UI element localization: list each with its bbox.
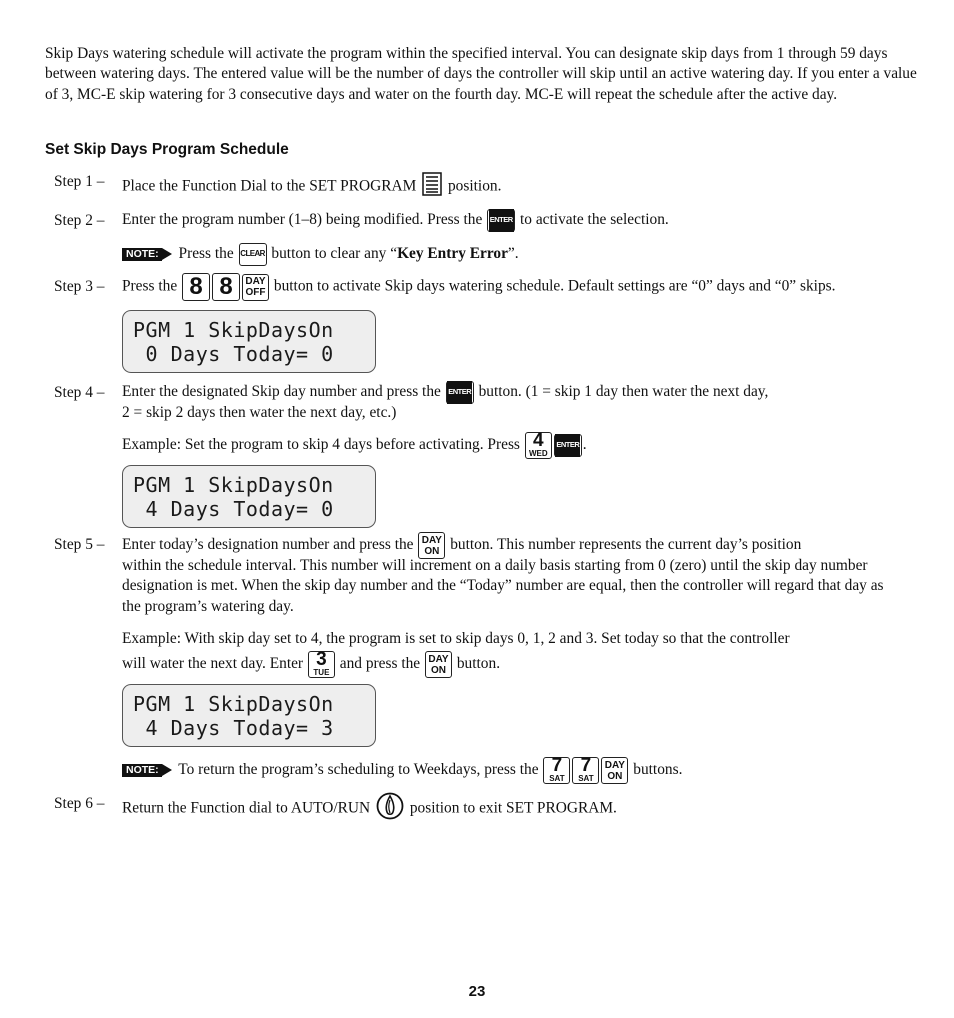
note-badge: NOTE: bbox=[122, 248, 162, 261]
step1-text-a: Place the Function Dial to the SET PROGRAM bbox=[122, 177, 417, 195]
three-tue-key-icon: 3 TUE bbox=[308, 651, 335, 678]
note1-strong: Key Entry Error bbox=[397, 245, 508, 263]
step6-label: Step 6 – bbox=[54, 795, 105, 812]
day-on-key-icon: DAY ON bbox=[425, 651, 452, 678]
lcd-line: PGM 1 SkipDaysOn bbox=[133, 473, 334, 497]
seven-sat-key-icon: 7 SAT bbox=[543, 757, 570, 784]
note1 bbox=[122, 243, 519, 266]
example2-text-b: will water the next day. Enter bbox=[122, 655, 304, 673]
step5-label: Step 5 – bbox=[54, 536, 105, 553]
lcd-display-3 bbox=[122, 684, 376, 747]
lcd-line: PGM 1 SkipDaysOn bbox=[133, 318, 334, 342]
step5-text-a: Enter today’s designation number and press the bbox=[122, 536, 414, 554]
step4-label: Step 4 – bbox=[54, 384, 105, 401]
example1-text-a: Example: Set the program to skip 4 days before activating. Press bbox=[122, 436, 520, 454]
step2-text-b: to activate the selection. bbox=[520, 211, 669, 229]
eight-key-icon: 8 bbox=[212, 273, 240, 301]
note1-text-a: Press the bbox=[178, 245, 234, 263]
day-on-key-icon: DAY ON bbox=[601, 757, 628, 784]
example2-text-d: button. bbox=[456, 655, 501, 673]
lcd-line: 4 Days Today= 3 bbox=[133, 716, 334, 740]
example2 bbox=[122, 651, 500, 678]
lcd-line: 0 Days Today= 0 bbox=[133, 342, 334, 366]
step3-label: Step 3 – bbox=[54, 278, 105, 295]
step5-text-b: button. This number represents the current day’s position bbox=[450, 536, 802, 554]
step5-text bbox=[122, 532, 801, 559]
auto-run-dial-icon bbox=[376, 792, 404, 826]
day-on-key-icon: DAY ON bbox=[418, 532, 445, 559]
note2-text-b: buttons. bbox=[633, 761, 683, 779]
four-wed-key-icon: 4 WED bbox=[525, 432, 552, 459]
note2 bbox=[122, 757, 682, 784]
step6-text bbox=[122, 792, 617, 826]
note-badge: NOTE: bbox=[122, 764, 162, 777]
example2-text-c: and press the bbox=[339, 655, 421, 673]
step4-text-c: 2 = skip 2 days then water the next day, etc.) bbox=[122, 404, 397, 421]
section-heading: Set Skip Days Program Schedule bbox=[45, 141, 289, 158]
eight-key-icon: 8 bbox=[182, 273, 210, 301]
lcd-display-1 bbox=[122, 310, 376, 373]
step2-text bbox=[122, 209, 669, 232]
enter-key-icon: ENTER bbox=[487, 209, 515, 232]
note1-text-c: ”. bbox=[507, 245, 519, 263]
lcd-display-2 bbox=[122, 465, 376, 528]
intro-paragraph: Skip Days watering schedule will activate the program within the specified interval. You can designate skip days from 1 through 59 days between watering days. The entered value will be the number of days the controller will skip until an active watering day. If you enter a value of 3, MC-E skip watering for 3 consecutive days and water on the fourth day. MC-E will repeat the schedule after the active day. bbox=[45, 45, 917, 103]
seven-sat-key-icon: 7 SAT bbox=[572, 757, 599, 784]
step4-text-b: button. (1 = skip 1 day then water the next day, bbox=[478, 383, 769, 401]
step6-text-b: position to exit SET PROGRAM. bbox=[409, 799, 617, 817]
example2-text-a: Example: With skip day set to 4, the program is set to skip days 0, 1, 2 and 3. Set today so that the controller bbox=[122, 630, 790, 647]
step2-text-a: Enter the program number (1–8) being modified. Press the bbox=[122, 211, 483, 229]
step4-text bbox=[122, 381, 768, 404]
enter-key-icon: ENTER bbox=[554, 434, 582, 457]
step4-text-a: Enter the designated Skip day number and press the bbox=[122, 383, 441, 401]
lcd-line: PGM 1 SkipDaysOn bbox=[133, 692, 334, 716]
step3-text bbox=[122, 273, 835, 301]
clear-key-icon: CLEAR bbox=[239, 243, 267, 266]
step1-text-b: position. bbox=[447, 177, 502, 195]
step6-text-a: Return the Function dial to AUTO/RUN bbox=[122, 799, 371, 817]
note2-text-a: To return the program’s scheduling to Weekdays, press the bbox=[178, 761, 539, 779]
set-program-dial-icon bbox=[422, 172, 442, 202]
enter-key-icon: ENTER bbox=[446, 381, 474, 404]
step1-text bbox=[122, 172, 501, 202]
note1-text-b: button to clear any “ bbox=[271, 245, 398, 263]
page-number: 23 bbox=[468, 983, 486, 1000]
step5-text-c: within the schedule interval. This number will increment on a daily basis starting from 0 (zero) until the skip day number designation is met. When the skip day number and the “Today” number are equal, then the controller will regard that day as the program’s watering day. bbox=[122, 557, 884, 615]
step3-text-a: Press the bbox=[122, 277, 178, 295]
example1-text-b: . bbox=[582, 436, 587, 454]
lcd-line: 4 Days Today= 0 bbox=[133, 497, 334, 521]
step2-label: Step 2 – bbox=[54, 212, 105, 229]
step1-label: Step 1 – bbox=[54, 173, 105, 190]
example1 bbox=[122, 432, 587, 459]
day-off-key-icon: DAY OFF bbox=[242, 274, 269, 301]
step3-text-b: button to activate Skip days watering schedule. Default settings are “0” days and “0” skips. bbox=[273, 277, 836, 295]
